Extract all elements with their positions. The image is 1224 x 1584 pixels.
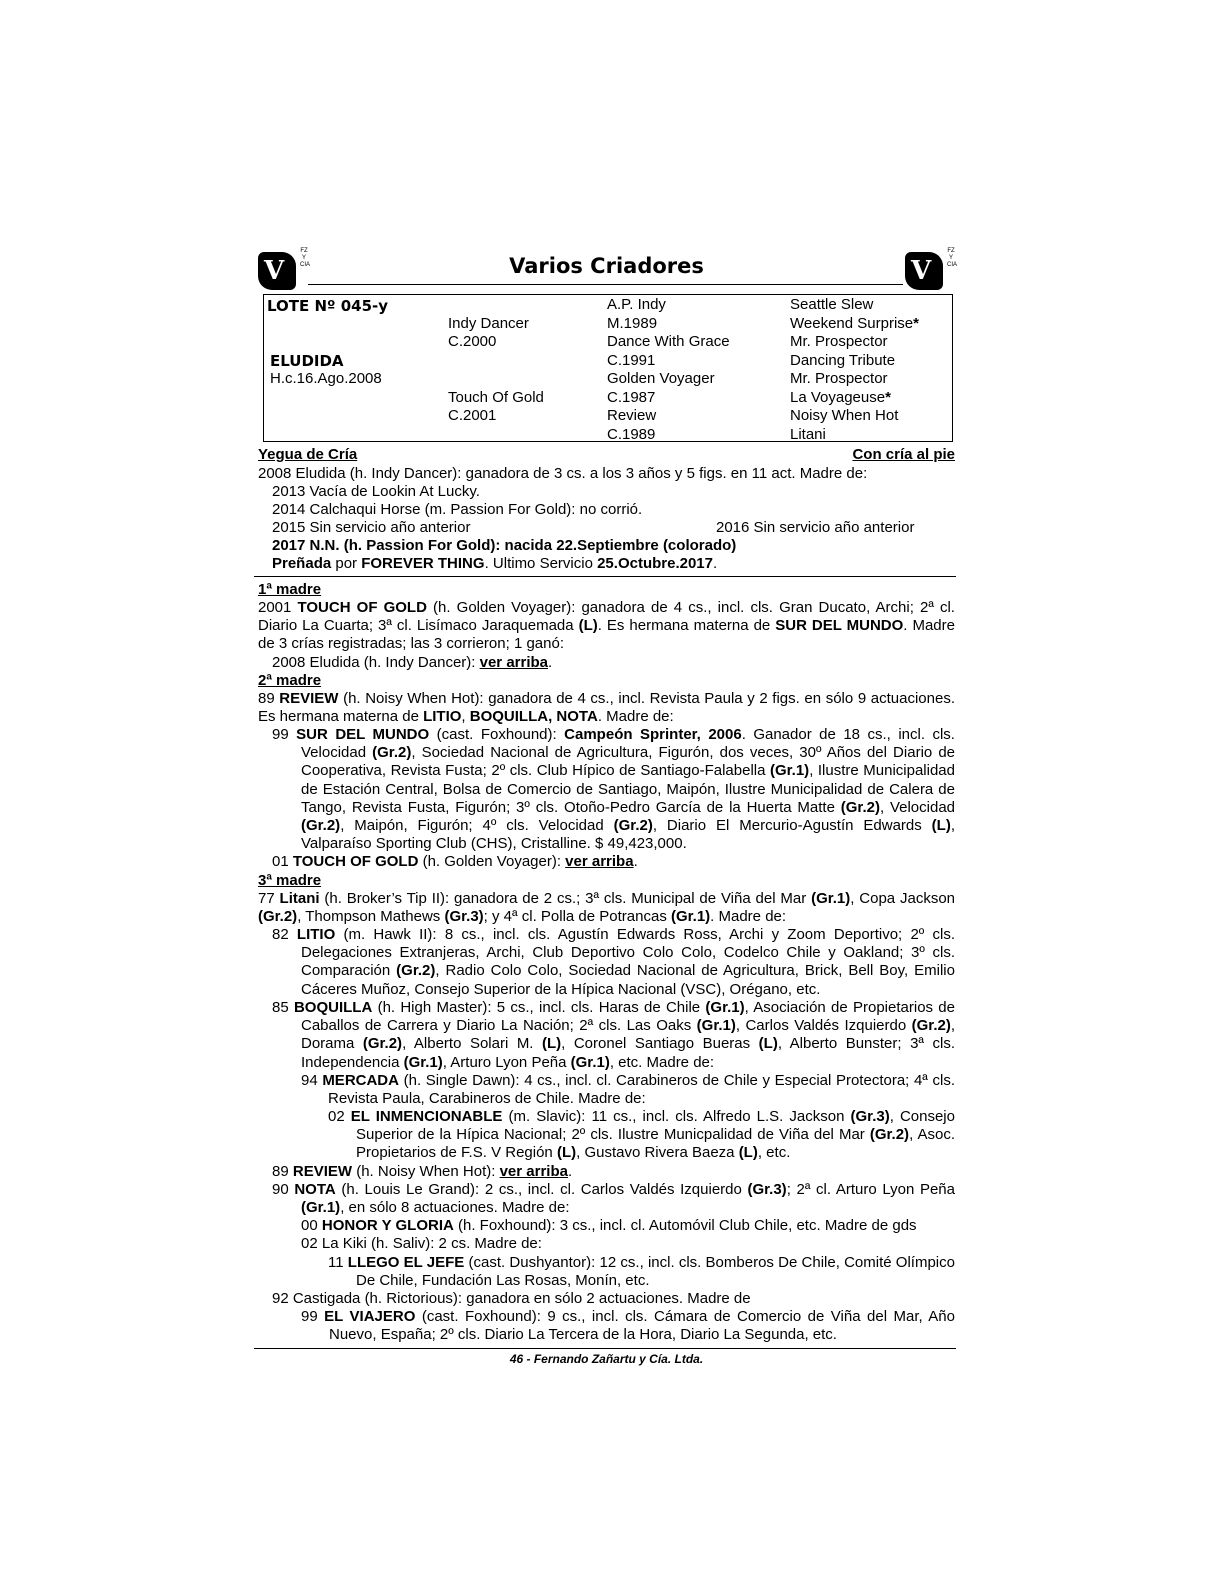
pedigree-gg: Seattle Slew (790, 296, 874, 313)
pedigree-g: Golden Voyager (607, 370, 715, 387)
produce-2014: 2014 Calchaqui Horse (m. Passion For Gold): no corrió. (272, 501, 643, 518)
pedigree-gg: La Voyageuse* (790, 389, 891, 406)
third-dam-produce-boquilla: 85 BOQUILLA (h. High Master): 5 cs., incl. cls. Haras de Chile (Gr.1), Asociación de Propietarios de Caballos de Carrera y Diario La Nación; 2ª cls. Las Oaks (Gr.1), Carlos Valdés Izquierdo (Gr.2), Dorama (Gr.2), Alberto Solari M. (L), Coronel Santiago Bueras (L), Alberto Bunster; 3ª cls. Independencia (Gr.1), Arturo Lyon Peña (Gr.1), etc. Madre de: (272, 999, 955, 1071)
produce-2017: 2017 N.N. (h. Passion For Gold): nacida 22.Septiembre (colorado) (272, 537, 737, 554)
produce-2013: 2013 Vacía de Lookin At Lucky. (272, 483, 480, 500)
sire-name: Indy Dancer (448, 315, 529, 332)
horse-name: ELUDIDA (270, 352, 344, 370)
first-dam-heading: 1ª madre (258, 581, 322, 598)
third-dam-heading: 3ª madre (258, 872, 322, 889)
pedigree-gg: Noisy When Hot (790, 407, 899, 424)
dam-desc: C.2001 (448, 407, 497, 424)
see-above-link[interactable]: ver arriba (499, 1163, 568, 1180)
pedigree-g: C.1987 (607, 389, 656, 406)
horse-desc: H.c.16.Ago.2008 (270, 370, 382, 387)
pedigree-gg: Dancing Tribute (790, 352, 896, 369)
pedigree-g: M.1989 (607, 315, 658, 332)
page-footer: 46 - Fernando Zañartu y Cía. Ltda. (509, 1352, 704, 1366)
second-dam-text: 89 REVIEW (h. Noisy When Hot): ganadora de 4 cs., incl. Revista Paula y 2 figs. en sólo 9 actuaciones. Es hermana materna de LITIO, BOQUILLA, NOTA. Madre de: (258, 690, 955, 726)
third-dam-produce-nota: 90 NOTA (h. Louis Le Grand): 2 cs., incl. cl. Carlos Valdés Izquierdo (Gr.3); 2ª cl. Arturo Lyon Peña (Gr.1), en sólo 8 actuaciones. Madre de: (272, 1181, 955, 1217)
pedigree-g: C.1989 (607, 426, 656, 443)
brand-logo-right: V FZ Y CIA (905, 248, 955, 292)
third-dam-text: 77 Litani (h. Broker’s Tip II): ganadora de 2 cs.; 3ª cls. Municipal de Viña del Mar (Gr.1), Copa Jackson (Gr.2), Thompson Mathews (Gr.3); y 4ª cl. Polla de Potrancas (Gr.1). Madre de: (258, 890, 955, 926)
brand-logo-left: V FZ Y CIA (258, 248, 308, 292)
pedigree-g: A.P. Indy (607, 296, 666, 313)
page-title: Varios Criadores (509, 254, 704, 278)
first-dam-text: 2001 TOUCH OF GOLD (h. Golden Voyager): ganadora de 4 cs., incl. cls. Gran Ducato, Archi; 2ª cl. Diario La Cuarta; 3ª cl. Lisímaco Jaraquemada (L). Es hermana materna de SUR DEL MUNDO. Madre de 3 crías registradas; las 3 corrieron; 1 ganó: (258, 599, 955, 653)
section-label-right: Con cría al pie (852, 446, 955, 463)
see-above-link[interactable]: ver arriba (479, 654, 549, 671)
produce-2016: 2016 Sin servicio año anterior (716, 519, 915, 536)
pedigree-table (263, 294, 953, 442)
pregnancy-status: Preñada por FOREVER THING. Ultimo Servicio 25.Octubre.2017. (272, 555, 718, 572)
section-divider (254, 576, 956, 577)
third-dam-produce-viajero: 99 EL VIAJERO (cast. Foxhound): 9 cs., incl. cls. Cámara de Comercio de Viña del Mar, Año Nuevo, España; 2º cls. Diario La Tercera de la Hora, Diario La Segunda, etc. (301, 1308, 955, 1344)
footer-rule (254, 1348, 956, 1349)
third-dam-produce-castigada: 92 Castigada (h. Rictorious): ganadora en sólo 2 actuaciones. Madre de (272, 1290, 751, 1307)
title-rule (308, 284, 903, 285)
third-dam-produce-honor: 00 HONOR Y GLORIA (h. Foxhound): 3 cs., incl. cl. Automóvil Club Chile, etc. Madre de gds (301, 1217, 917, 1234)
pedigree-g: Dance With Grace (607, 333, 730, 350)
second-dam-produce-touch: 01 TOUCH OF GOLD (h. Golden Voyager): ver arriba. (272, 853, 638, 870)
sire-desc: C.2000 (448, 333, 497, 350)
pedigree-gg: Mr. Prospector (790, 370, 888, 387)
dam-name: Touch Of Gold (448, 389, 544, 406)
third-dam-produce-kiki: 02 La Kiki (h. Saliv): 2 cs. Madre de: (301, 1235, 542, 1252)
third-dam-produce-jefe: 11 LLEGO EL JEFE (cast. Dushyantor): 12 cs., incl. cls. Bomberos De Chile, Comité Olímpico De Chile, Fundación Las Rosas, Monín, etc. (328, 1254, 955, 1290)
third-dam-produce-review: 89 REVIEW (h. Noisy When Hot): ver arriba. (272, 1163, 573, 1180)
pedigree-gg: Litani (790, 426, 826, 443)
third-dam-produce-mercada: 94 MERCADA (h. Single Dawn): 4 cs., incl. cl. Carabineros de Chile y Especial Protectora; 4ª cls. Revista Paula, Carabineros de Chile. Madre de: (301, 1072, 955, 1108)
second-dam-heading: 2ª madre (258, 672, 322, 689)
pedigree-g: C.1991 (607, 352, 656, 369)
see-above-link[interactable]: ver arriba (565, 853, 634, 870)
section-label-left: Yegua de Cría (258, 446, 358, 463)
third-dam-produce-inmencionable: 02 EL INMENCIONABLE (m. Slavic): 11 cs., incl. cls. Alfredo L.S. Jackson (Gr.3), Consejo Superior de la Hípica Nacional; 2º cls. Ilustre Municpalidad de Viña del Mar (Gr.2), Asoc. Propietarios de F.S. V Región (L), Gustavo Rivera Baeza (L), etc. (328, 1108, 955, 1162)
first-dam-produce: 2008 Eludida (h. Indy Dancer): ver arriba. (272, 654, 553, 671)
second-dam-produce-sur: 99 SUR DEL MUNDO (cast. Foxhound): Campeón Sprinter, 2006. Ganador de 18 cs., incl. cls. Velocidad (Gr.2), Sociedad Nacional de Agricultura, Figurón, dos veces, 30º Años del Diario de Cooperativa, Revista Fusta; 2º cls. Club Hípico de Santiago-Falabella (Gr.1), Ilustre Municipalidad de Estación Central, Bolsa de Comercio de Santiago, Maipón, Ilustre Municipalidad de Calera de Tango, Revista Fusta, Figurón; 3º cls. Otoño-Pedro García de la Huerta Matte (Gr.2), Velocidad (Gr.2), Maipón, Figurón; 4º cls. Velocidad (Gr.2), Diario El Mercurio-Agustín Edwards (L), Valparaíso Sporting Club (CHS), Cristalline. $ 49,423,000. (272, 726, 955, 853)
pedigree-gg: Mr. Prospector (790, 333, 888, 350)
lot-number: LOTE Nº 045-y (267, 297, 389, 315)
produce-intro: 2008 Eludida (h. Indy Dancer): ganadora de 3 cs. a los 3 años y 5 figs. en 11 act. Madre de: (258, 465, 868, 482)
third-dam-produce-litio: 82 LITIO (m. Hawk II): 8 cs., incl. cls. Agustín Edwards Ross, Archi y Zoom Deportivo; 2º cls. Delegaciones Extranjeras, Archi, Club Deportivo Colo Colo, Codelco Chile y Oakland; 3º cls. Comparación (Gr.2), Radio Colo Colo, Sociedad Nacional de Agricultura, Brick, Bell Boy, Emilio Cáceres Muñoz, Consejo Superior de la Hípica Nacional (VSC), Orégano, etc. (272, 926, 956, 998)
pedigree-gg: Weekend Surprise* (790, 315, 919, 332)
pedigree-g: Review (607, 407, 657, 424)
produce-2015: 2015 Sin servicio año anterior (272, 519, 471, 536)
